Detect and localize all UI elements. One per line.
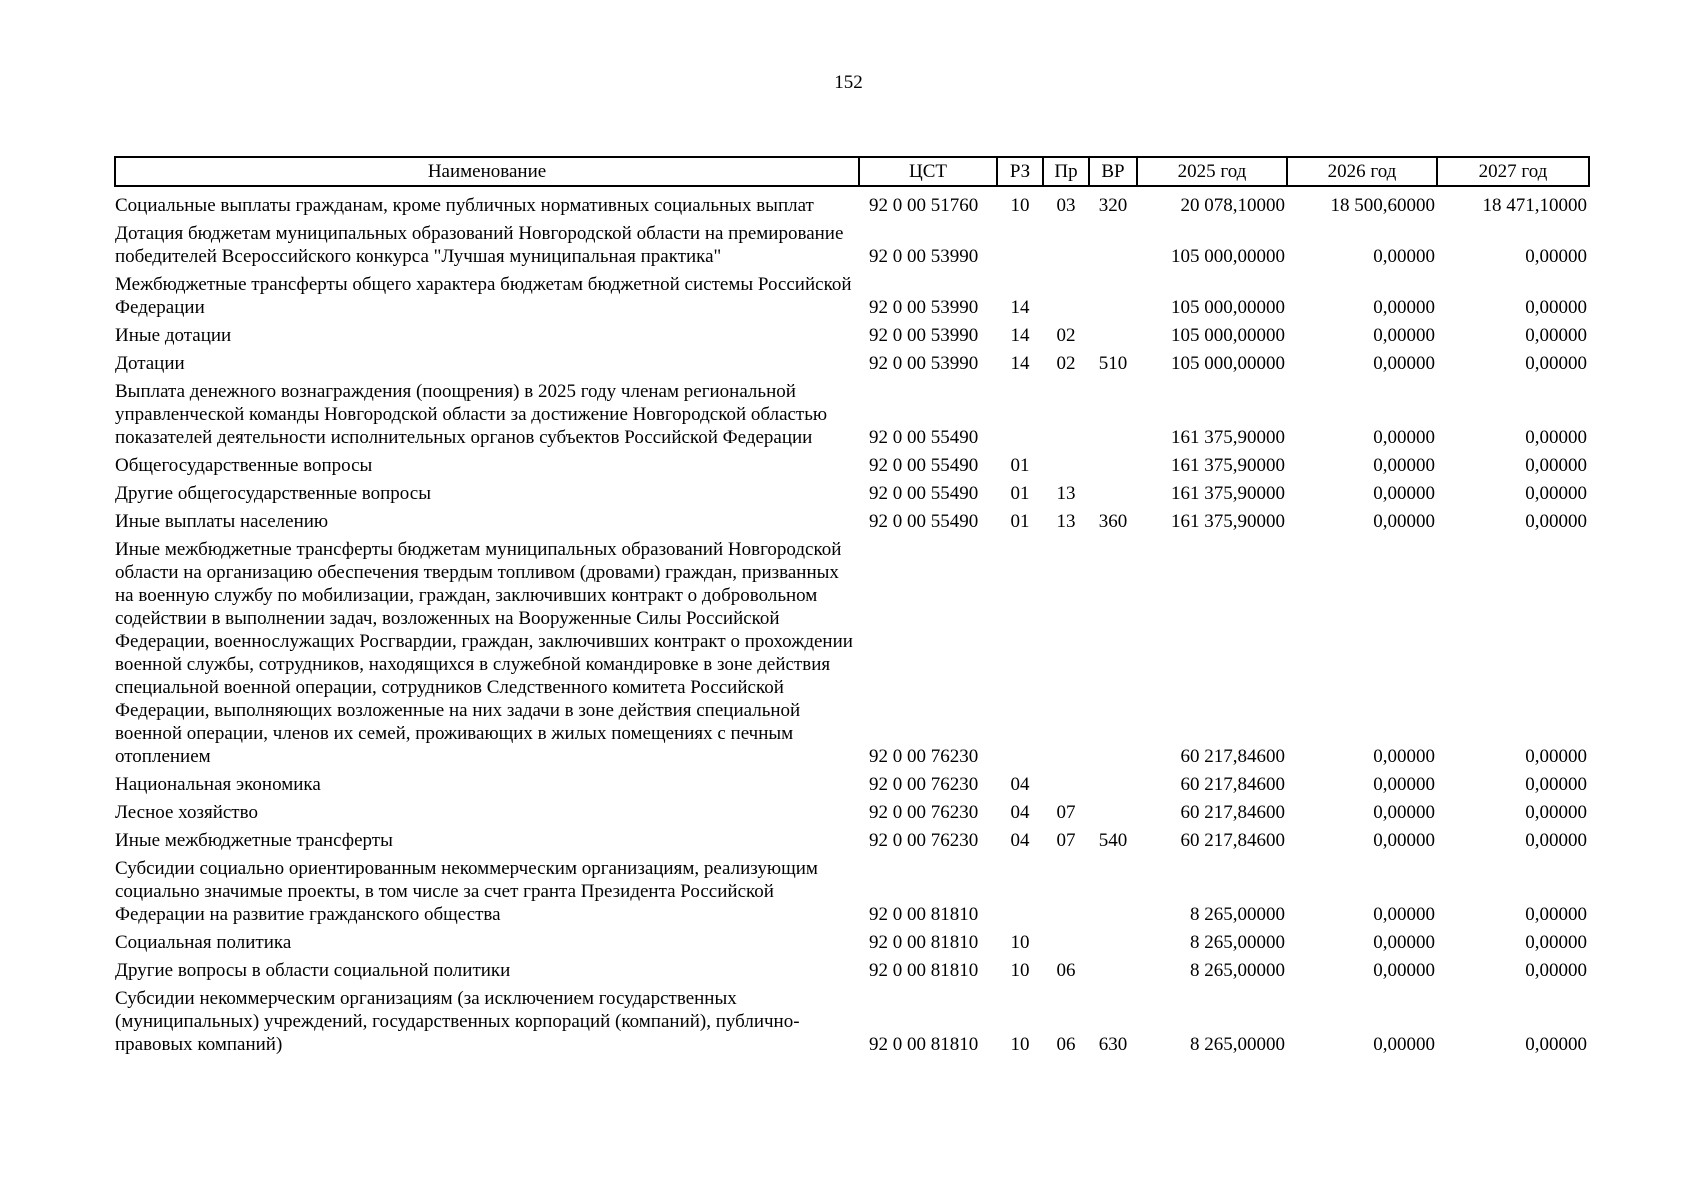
cell-2026: 0,00000	[1373, 483, 1435, 504]
cell-cst: 92 0 00 81810	[869, 932, 979, 953]
cell-name: Субсидии социально ориентированным некоммерческим организациям, реализующим социально значимые проекты, в том числе за счет гранта Президента Российской Федерации на развитие гражданского общества	[115, 858, 818, 925]
cell-2025: 8 265,00000	[1190, 1034, 1285, 1055]
cell-name: Иные межбюджетные трансферты	[115, 830, 393, 851]
cell-vr	[1089, 377, 1137, 451]
cell-2027: 0,00000	[1525, 246, 1587, 267]
cell-pr	[1043, 535, 1089, 770]
cell-cst: 92 0 00 76230	[869, 746, 979, 767]
table-row	[115, 854, 1589, 928]
cell-2026: 0,00000	[1373, 246, 1435, 267]
cell-2025: 60 217,84600	[1180, 802, 1285, 823]
header-pr: Пр	[1043, 157, 1089, 186]
cell-vr	[1089, 451, 1137, 479]
table-row	[115, 186, 1589, 219]
header-rz: РЗ	[997, 157, 1043, 186]
cell-2027: 0,00000	[1525, 932, 1587, 953]
cell-2026: 0,00000	[1373, 774, 1435, 795]
cell-2026: 0,00000	[1373, 325, 1435, 346]
cell-vr: 510	[1098, 353, 1128, 374]
cell-rz: 04	[1010, 830, 1030, 851]
cell-rz: 04	[1010, 802, 1030, 823]
cell-name: Лесное хозяйство	[115, 802, 258, 823]
cell-rz: 14	[1010, 353, 1030, 374]
cell-pr: 13	[1056, 511, 1076, 532]
cell-2027: 0,00000	[1525, 353, 1587, 374]
cell-cst: 92 0 00 55490	[869, 455, 979, 476]
cell-name: Другие вопросы в области социальной политики	[115, 960, 511, 981]
cell-cst: 92 0 00 55490	[869, 483, 979, 504]
cell-cst: 92 0 00 55490	[869, 427, 979, 448]
header-2025: 2025 год	[1137, 157, 1287, 186]
cell-pr	[1043, 219, 1089, 270]
cell-2026: 0,00000	[1373, 830, 1435, 851]
table-row	[115, 826, 1589, 854]
cell-2025: 105 000,00000	[1171, 246, 1285, 267]
cell-cst: 92 0 00 53990	[869, 325, 979, 346]
cell-2025: 105 000,00000	[1171, 353, 1285, 374]
cell-2026: 0,00000	[1373, 297, 1435, 318]
table-body	[115, 186, 1589, 1058]
table-row	[115, 535, 1589, 770]
table-row	[115, 349, 1589, 377]
cell-2026: 18 500,60000	[1330, 195, 1435, 216]
table-row	[115, 956, 1589, 984]
cell-pr: 06	[1056, 960, 1076, 981]
cell-rz	[997, 219, 1043, 270]
cell-2025: 105 000,00000	[1171, 325, 1285, 346]
table-header-row	[115, 157, 1589, 186]
cell-vr: 320	[1098, 195, 1128, 216]
cell-rz: 14	[1010, 325, 1030, 346]
cell-vr: 630	[1098, 1034, 1128, 1055]
cell-2025: 8 265,00000	[1190, 932, 1285, 953]
cell-name: Выплата денежного вознаграждения (поощрения) в 2025 году членам региональной управленческой команды Новгородской области за достижение Новгородской областью показателей деятельности исполнительных органов субъектов Российской Федерации	[115, 381, 828, 448]
cell-pr: 06	[1056, 1034, 1076, 1055]
cell-rz: 01	[1010, 511, 1030, 532]
cell-2027: 0,00000	[1525, 746, 1587, 767]
table-row	[115, 377, 1589, 451]
cell-pr: 07	[1056, 830, 1076, 851]
cell-2027: 0,00000	[1525, 325, 1587, 346]
cell-2026: 0,00000	[1373, 455, 1435, 476]
cell-2027: 0,00000	[1525, 904, 1587, 925]
cell-cst: 92 0 00 53990	[869, 353, 979, 374]
cell-cst: 92 0 00 76230	[869, 830, 979, 851]
cell-2027: 0,00000	[1525, 1034, 1587, 1055]
cell-2025: 8 265,00000	[1190, 960, 1285, 981]
budget-table	[114, 156, 1590, 1058]
cell-rz: 14	[1010, 297, 1030, 318]
cell-name: Межбюджетные трансферты общего характера бюджетам бюджетной системы Российской Федерации	[115, 274, 852, 318]
cell-name: Дотации	[115, 353, 185, 374]
cell-cst: 92 0 00 51760	[869, 195, 979, 216]
table-row	[115, 321, 1589, 349]
header-cst: ЦСТ	[859, 157, 997, 186]
cell-rz	[997, 854, 1043, 928]
table-row	[115, 984, 1589, 1058]
cell-2027: 0,00000	[1525, 802, 1587, 823]
cell-2025: 8 265,00000	[1190, 904, 1285, 925]
cell-name: Субсидии некоммерческим организациям (за исключением государственных (муниципальных) учреждений, государственных корпораций (компаний), публично-правовых компаний)	[115, 988, 800, 1055]
cell-vr	[1089, 928, 1137, 956]
cell-2025: 161 375,90000	[1171, 427, 1285, 448]
cell-cst: 92 0 00 81810	[869, 904, 979, 925]
cell-vr	[1089, 854, 1137, 928]
table-row	[115, 770, 1589, 798]
cell-name: Социальные выплаты гражданам, кроме публичных нормативных социальных выплат	[115, 195, 814, 216]
page-number: 152	[834, 72, 863, 93]
header-vr: ВР	[1089, 157, 1137, 186]
cell-2027: 0,00000	[1525, 511, 1587, 532]
cell-cst: 92 0 00 81810	[869, 960, 979, 981]
cell-pr	[1043, 270, 1089, 321]
cell-cst: 92 0 00 76230	[869, 802, 979, 823]
cell-pr: 13	[1056, 483, 1076, 504]
cell-2026: 0,00000	[1373, 904, 1435, 925]
cell-2027: 0,00000	[1525, 297, 1587, 318]
cell-rz	[997, 535, 1043, 770]
cell-vr: 540	[1098, 830, 1128, 851]
cell-2026: 0,00000	[1373, 511, 1435, 532]
header-2026: 2026 год	[1287, 157, 1437, 186]
cell-rz: 10	[1010, 932, 1030, 953]
cell-pr: 02	[1056, 325, 1076, 346]
cell-name: Иные межбюджетные трансферты бюджетам муниципальных образований Новгородской области на организацию обеспечения твердым топливом (дровами) граждан, призванных на военную службу по мобилизации, граждан, заключивших контракт о добровольном содействии в выполнении задач, возложенных на Вооруженные Силы Российской Федерации, военнослужащих Росгвардии, граждан, заключивших контракт о прохождении военной службы, сотрудников, находящихся в служебной командировке в зоне действия специальной военной операции, сотрудников Следственного комитета Российской Федерации, выполняющих возложенные на них задачи в зоне действия специальной военной операции, членов их семей, проживающих в жилых помещениях с печным отоплением	[115, 539, 853, 767]
table-row	[115, 928, 1589, 956]
cell-cst: 92 0 00 76230	[869, 774, 979, 795]
cell-cst: 92 0 00 55490	[869, 511, 979, 532]
cell-vr	[1089, 219, 1137, 270]
cell-rz	[997, 377, 1043, 451]
table-row	[115, 451, 1589, 479]
cell-name: Общегосударственные вопросы	[115, 455, 373, 476]
cell-name: Социальная политика	[115, 932, 292, 953]
cell-2025: 105 000,00000	[1171, 297, 1285, 318]
cell-2025: 161 375,90000	[1171, 511, 1285, 532]
cell-2027: 0,00000	[1525, 427, 1587, 448]
cell-rz: 10	[1010, 960, 1030, 981]
cell-2027: 0,00000	[1525, 483, 1587, 504]
cell-rz: 10	[1010, 195, 1030, 216]
header-name: Наименование	[115, 157, 859, 186]
cell-2027: 0,00000	[1525, 830, 1587, 851]
header-2027: 2027 год	[1437, 157, 1589, 186]
cell-vr	[1089, 956, 1137, 984]
cell-2027: 18 471,10000	[1482, 195, 1587, 216]
cell-name: Иные выплаты населению	[115, 511, 329, 532]
cell-2027: 0,00000	[1525, 960, 1587, 981]
cell-rz: 01	[1010, 455, 1030, 476]
cell-2026: 0,00000	[1373, 427, 1435, 448]
cell-pr: 07	[1056, 802, 1076, 823]
table-row	[115, 479, 1589, 507]
cell-pr	[1043, 377, 1089, 451]
cell-pr: 02	[1056, 353, 1076, 374]
cell-rz: 01	[1010, 483, 1030, 504]
cell-name: Национальная экономика	[115, 774, 321, 795]
cell-2026: 0,00000	[1373, 802, 1435, 823]
cell-vr	[1089, 798, 1137, 826]
cell-2026: 0,00000	[1373, 746, 1435, 767]
cell-2027: 0,00000	[1525, 455, 1587, 476]
cell-pr: 03	[1056, 195, 1076, 216]
cell-pr	[1043, 770, 1089, 798]
cell-2026: 0,00000	[1373, 960, 1435, 981]
table-row	[115, 507, 1589, 535]
cell-2026: 0,00000	[1373, 1034, 1435, 1055]
cell-vr: 360	[1098, 511, 1128, 532]
cell-2025: 161 375,90000	[1171, 455, 1285, 476]
cell-2025: 60 217,84600	[1180, 746, 1285, 767]
table-row	[115, 219, 1589, 270]
cell-vr	[1089, 321, 1137, 349]
cell-vr	[1089, 479, 1137, 507]
cell-2026: 0,00000	[1373, 932, 1435, 953]
cell-cst: 92 0 00 53990	[869, 297, 979, 318]
cell-2025: 60 217,84600	[1180, 830, 1285, 851]
cell-cst: 92 0 00 81810	[869, 1034, 979, 1055]
cell-vr	[1089, 535, 1137, 770]
cell-cst: 92 0 00 53990	[869, 246, 979, 267]
cell-2026: 0,00000	[1373, 353, 1435, 374]
cell-pr	[1043, 928, 1089, 956]
cell-name: Дотация бюджетам муниципальных образований Новгородской области на премирование победителей Всероссийского конкурса "Лучшая муниципальная практика"	[115, 223, 844, 267]
cell-vr	[1089, 270, 1137, 321]
cell-2025: 20 078,10000	[1180, 195, 1285, 216]
cell-rz: 10	[1010, 1034, 1030, 1055]
cell-2025: 161 375,90000	[1171, 483, 1285, 504]
cell-vr	[1089, 770, 1137, 798]
cell-pr	[1043, 451, 1089, 479]
cell-2025: 60 217,84600	[1180, 774, 1285, 795]
cell-name: Иные дотации	[115, 325, 232, 346]
cell-name: Другие общегосударственные вопросы	[115, 483, 431, 504]
table-row	[115, 798, 1589, 826]
cell-rz: 04	[1010, 774, 1030, 795]
cell-pr	[1043, 854, 1089, 928]
cell-2027: 0,00000	[1525, 774, 1587, 795]
table-row	[115, 270, 1589, 321]
